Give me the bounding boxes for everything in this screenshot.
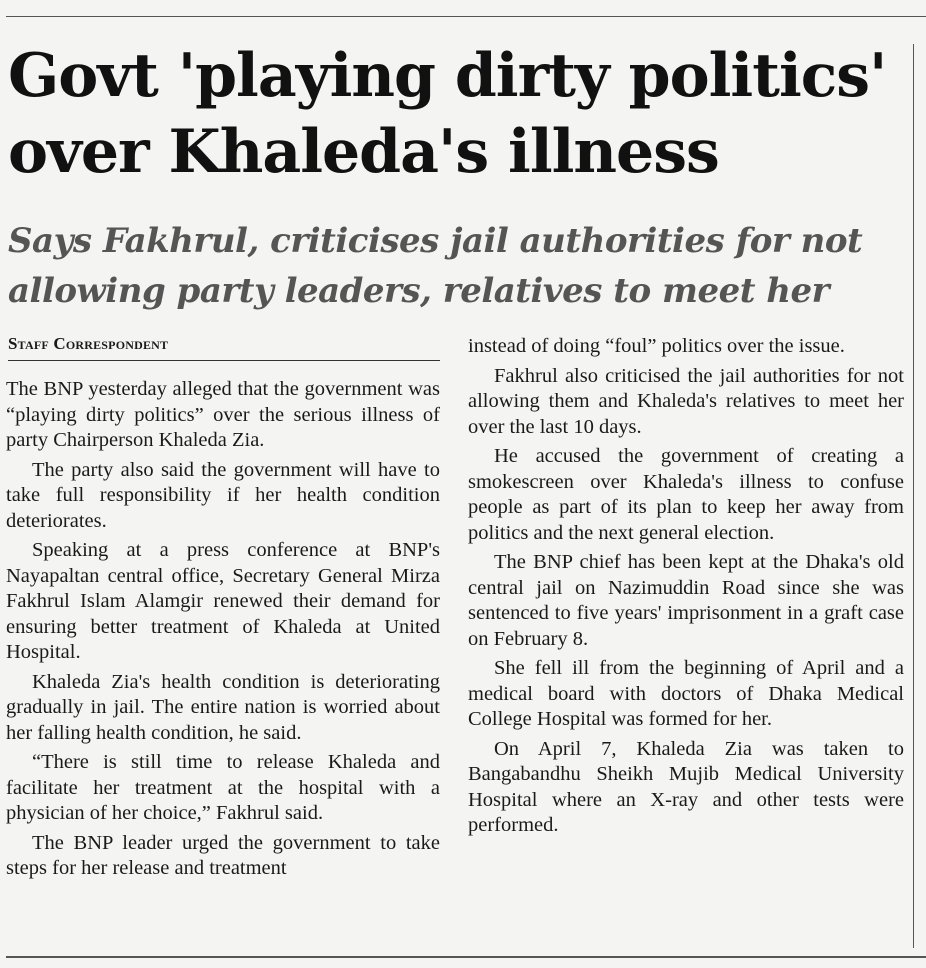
paragraph: instead of doing “foul” politics over the issue. <box>468 335 845 357</box>
paragraph: The party also said the government will have to take full responsibility if her health condition deteriorates. <box>6 458 440 532</box>
byline: Staff Correspondent <box>8 334 440 361</box>
paragraph: On April 7, Khaleda Zia was taken to Bangabandhu Sheikh Mujib Medical University Hospital where an X-ray and other tests were performed. <box>468 737 904 836</box>
top-rule <box>6 16 926 17</box>
column-rule-right <box>913 44 914 948</box>
article-column-left <box>6 377 440 886</box>
paragraph: The BNP chief has been kept at the Dhaka's old central jail on Nazimuddin Road since she was sentenced to five years' imprisonment in a graft case on February 8. <box>468 551 904 650</box>
headline: Govt 'playing dirty politics' over Khaleda's illness <box>8 41 887 187</box>
paragraph: Khaleda Zia's health condition is deteriorating gradually in jail. The entire nation is worried about her falling health condition, he said. <box>6 670 440 744</box>
paragraph: Speaking at a press conference at BNP's Nayapaltan central office, Secretary General Mirza Fakhrul Islam Alamgir renewed their demand for ensuring better treatment of Khaleda at United Hospital. <box>6 539 440 663</box>
paragraph: The BNP yesterday alleged that the government was “playing dirty politics” over the serious illness of party Chairperson Khaleda Zia. <box>6 378 440 451</box>
paragraph: “There is still time to release Khaleda and facilitate her treatment at the hospital with a physician of her choice,” Fakhrul said. <box>6 751 440 824</box>
paragraph: She fell ill from the beginning of April and a medical board with doctors of Dhaka Medical College Hospital was formed for her. <box>468 657 904 730</box>
bottom-rule <box>6 956 926 958</box>
article-column-right <box>468 334 904 843</box>
paragraph: He accused the government of creating a smokescreen over Khaleda's illness to confuse people as part of its plan to keep her away from politics and the next general election. <box>468 445 904 544</box>
subheadline: Says Fakhrul, criticises jail authorities for not allowing party leaders, relatives to meet her <box>8 221 863 311</box>
paragraph: The BNP leader urged the government to take steps for her release and treatment <box>6 831 440 879</box>
paragraph: Fakhrul also criticised the jail authorities for not allowing them and Khaleda's relatives to meet her over the last 10 days. <box>468 364 904 438</box>
